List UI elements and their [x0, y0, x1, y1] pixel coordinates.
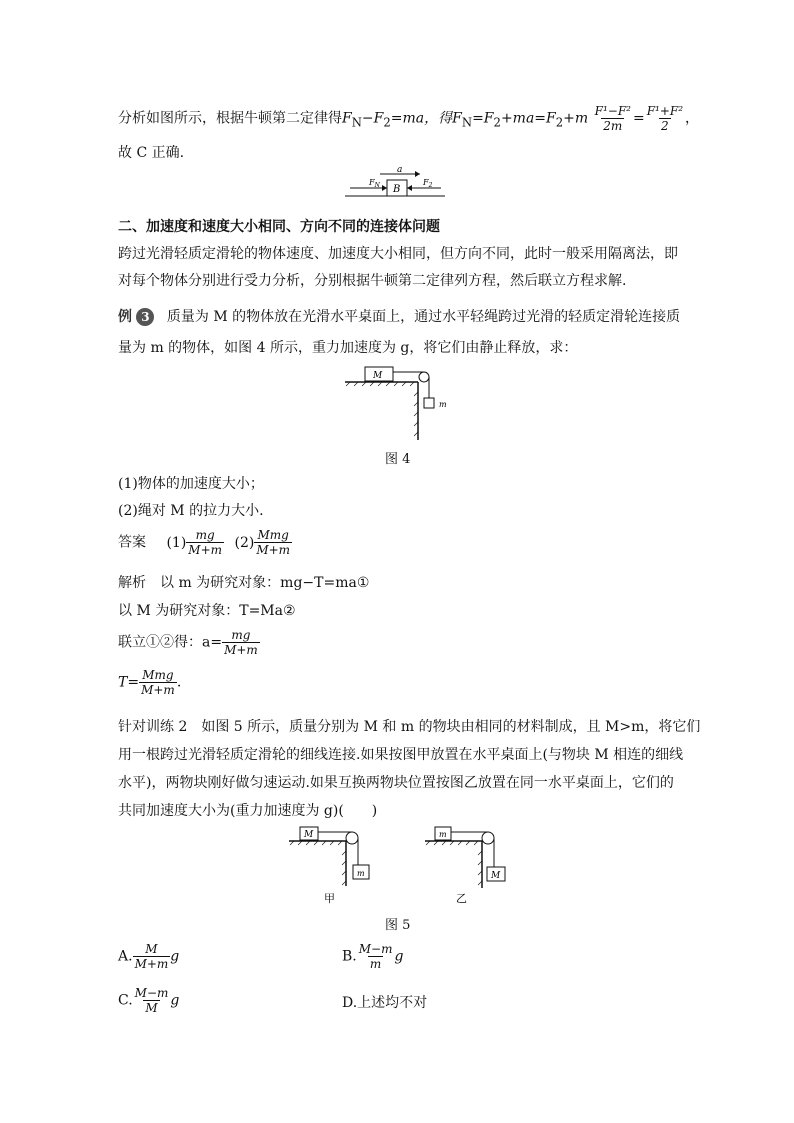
option-b-label: B.	[342, 948, 357, 965]
option-b-den: m	[369, 957, 382, 971]
solution-fraction-t	[139, 668, 177, 697]
eq2-sub3: 2	[555, 115, 564, 130]
figure-4-diagram	[340, 362, 450, 442]
option-c-label: C.	[118, 992, 133, 1009]
eq-sign: =	[632, 110, 645, 127]
answer-line	[118, 528, 292, 557]
pulley-icon	[482, 832, 494, 844]
section-2-paragraph-line-2: 对每个物体分别进行受力分析，分别根据牛顿第二定律列方程，然后联立方程求解.	[118, 273, 627, 289]
option-a-tail: g	[170, 948, 180, 965]
option-a-label: A.	[118, 948, 133, 965]
eq1-sub: N	[351, 115, 362, 130]
option-c-den: M	[145, 1001, 158, 1015]
block-b-label: B	[393, 184, 401, 195]
answer-fraction-1	[186, 528, 224, 557]
figure-5-right-diagram	[422, 824, 522, 906]
option-b-fraction	[357, 942, 395, 971]
figure-4-caption: 图 4	[385, 452, 411, 467]
option-a-fraction	[133, 942, 171, 971]
eq1-rest: −F	[361, 110, 384, 127]
solution-line-2: 以 M 为研究对象：T=Ma②	[118, 603, 296, 619]
answer-part1-label: (1)	[166, 534, 187, 551]
frac1-num: F¹−F²	[594, 104, 631, 118]
frac2-den: 2	[661, 119, 669, 133]
eq1-symbol: F	[342, 110, 352, 127]
line-tail: ，	[685, 110, 700, 127]
solution-line-3	[118, 628, 260, 657]
training-line-3: 水平)，两物块刚好做匀速运动.如果互换两物块位置按图乙放置在同一水平桌面上，它们的	[118, 775, 674, 791]
answer-part2-label: (2)	[234, 534, 255, 551]
example-label: 例	[118, 309, 132, 325]
analysis-line-2: 故 C 正确.	[118, 145, 185, 161]
eq2-rest: =F	[472, 110, 494, 127]
eq2-mid: +ma=F	[500, 110, 556, 127]
eq1-end: =ma，得	[390, 110, 453, 127]
solution-line-3-lead: 联立①②得：a=	[118, 634, 223, 651]
option-b-tail: g	[394, 948, 404, 965]
section-2-paragraph-line-1: 跨过光滑轻质定滑轮的物体速度、加速度大小相同，但方向不同，此时一般采用隔离法，即	[118, 246, 678, 262]
sol-a-den: M+m	[224, 643, 258, 657]
option-d[interactable]: D.上述均不对	[342, 995, 428, 1011]
analysis-lead: 分析如图所示，根据牛顿第二定律得	[118, 110, 342, 127]
answer-f1-den: M+m	[188, 543, 223, 557]
fig5-right-hang-label: M	[491, 871, 501, 881]
fig4-M-label: M	[373, 371, 383, 381]
solution-fraction-a	[222, 628, 260, 657]
force-diagram-b	[345, 166, 445, 200]
option-a-num: M	[145, 942, 158, 956]
sol-t-num: Mmg	[142, 668, 174, 682]
figure-5-caption: 图 5	[385, 918, 411, 933]
option-c-fraction	[133, 986, 171, 1015]
answer-f1-num: mg	[195, 528, 215, 542]
fig-b-fn-label: $F_N$	[369, 178, 380, 189]
answer-f2-den: M+m	[256, 543, 291, 557]
sol-a-num: mg	[231, 628, 251, 642]
question-1: (1)物体的加速度大小；	[118, 476, 264, 492]
training-line-1: 针对训练 2 如图 5 所示，质量分别为 M 和 m 的物块由相同的材料制成，且 M>m，将它们	[118, 719, 701, 735]
sol-t-den: M+m	[141, 683, 175, 697]
fraction-1	[593, 104, 633, 133]
eq1-sub2: 2	[383, 115, 391, 130]
frac2-num: F¹+F²	[646, 104, 684, 118]
option-c[interactable]	[118, 986, 179, 1015]
example-3-line-1	[118, 306, 680, 326]
eq2-sub: N	[461, 115, 473, 130]
eq2-sub2: 2	[493, 115, 501, 130]
block-m	[424, 398, 434, 408]
question-2: (2)绳对 M 的拉力大小.	[118, 503, 264, 519]
option-a-den: M+m	[134, 957, 169, 971]
example-text-1: 质量为 M 的物体放在光滑水平桌面上，通过水平轻绳跨过光滑的轻质定滑轮连接质	[166, 309, 681, 325]
answer-f2-num: Mmg	[257, 528, 289, 542]
example-number-badge: 3	[136, 308, 154, 326]
option-b[interactable]	[342, 942, 403, 971]
eq2-symbol: F	[452, 110, 462, 127]
solution-line-1: 解析 以 m 为研究对象：mg−T=ma①	[118, 575, 370, 591]
section-2-heading: 二、加速度和速度大小相同、方向不同的连接体问题	[118, 219, 440, 235]
frac1-den: 2m	[603, 119, 623, 133]
solution-line-4-lead: T=	[118, 674, 140, 691]
option-c-num: M−m	[134, 986, 169, 1000]
pulley-icon	[419, 372, 429, 382]
fig-b-f2-label: $F_2$	[423, 178, 433, 189]
fig5-left-hang-label: m	[357, 869, 365, 878]
example-3-line-2: 量为 m 的物体，如图 4 所示，重力加速度为 g，将它们由静止释放，求：	[118, 340, 578, 356]
fig-b-accel-label: a	[397, 166, 403, 175]
fraction-2	[645, 104, 685, 133]
fig5-left-top-label: M	[304, 830, 314, 840]
option-c-tail: g	[170, 992, 180, 1009]
sol-t-tail: .	[176, 674, 182, 691]
option-a[interactable]	[118, 942, 179, 971]
fig5-right-caption: 乙	[456, 892, 467, 905]
fig5-left-caption: 甲	[324, 892, 335, 905]
pulley-icon	[346, 832, 358, 844]
training-line-4: 共同加速度大小为(重力加速度为 g)( )	[118, 803, 378, 819]
fig4-m-label: m	[439, 400, 447, 409]
eq2-plus: +m	[563, 110, 589, 127]
solution-line-4	[118, 668, 181, 697]
answer-fraction-2	[254, 528, 292, 557]
option-b-num: M−m	[358, 942, 393, 956]
figure-5-left-diagram	[286, 824, 386, 906]
training-line-2: 用一根跨过光滑轻质定滑轮的细线连接.如果按图甲放置在水平桌面上(与物块 M 相连的细线	[118, 747, 684, 763]
answer-label: 答案	[118, 534, 146, 551]
analysis-line-1	[118, 104, 699, 133]
fig5-right-top-label: m	[439, 830, 447, 839]
